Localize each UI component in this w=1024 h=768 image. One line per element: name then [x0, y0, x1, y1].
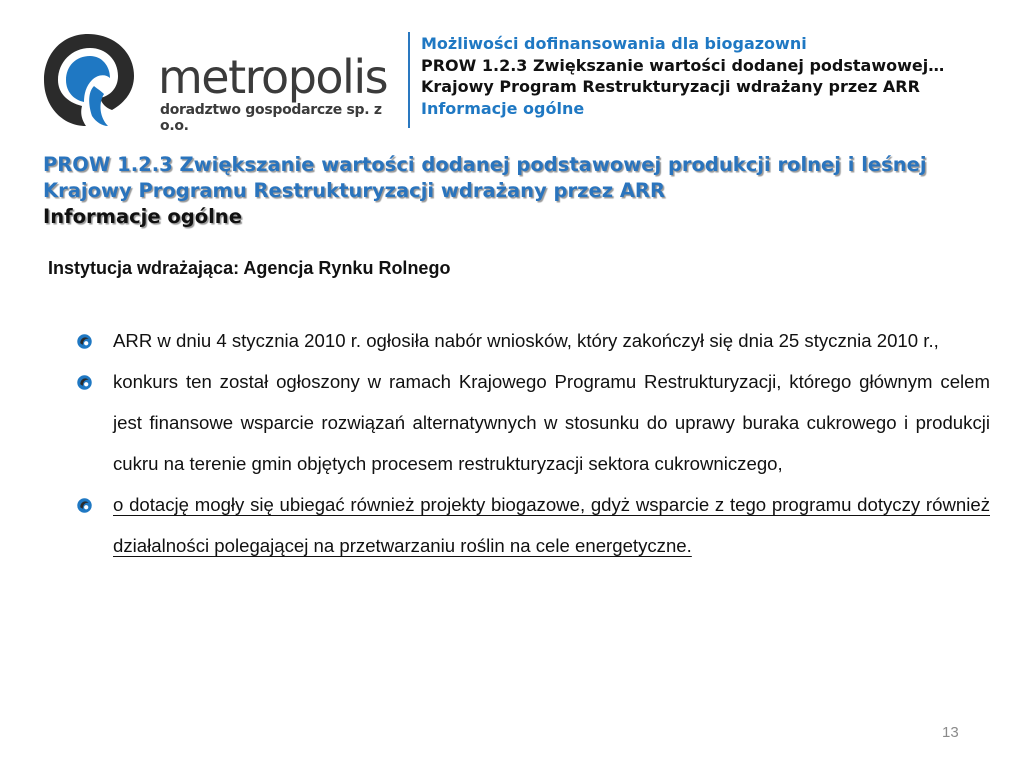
header-line-3: Krajowy Program Restrukturyzacji wdrażany przez ARR	[421, 77, 920, 96]
slide-title	[43, 152, 1003, 230]
logo-name: metropolis	[158, 50, 388, 104]
bullet-text: konkurs ten został ogłoszony w ramach Krajowego Programu Restrukturyzacji, którego głównym celem jest finansowe wsparcie rozwiązań alternatywnych w stosunku do uprawy buraka cukrowego i produkcji cukru na terenie gmin objętych procesem restrukturyzacji sektora cukrowniczego,	[113, 371, 990, 474]
page-number: 13	[942, 724, 959, 741]
list-item	[74, 484, 990, 566]
slide-header	[421, 33, 1021, 119]
header-line-2: PROW 1.2.3 Zwiększanie wartości dodanej podstawowej…	[421, 55, 945, 75]
logo-subtitle: doradztwo gospodarcze sp. z o.o.	[160, 102, 382, 134]
header-line-4: Informacje ogólne	[421, 98, 585, 118]
company-logo	[40, 30, 400, 134]
bullet-icon	[76, 497, 93, 514]
title-line-1: PROW 1.2.3 Zwiększanie wartości dodanej podstawowej produkcji rolnej i leśnej	[43, 153, 927, 176]
header-line-1: Możliwości dofinansowania dla biogazowni	[421, 34, 807, 53]
list-item	[74, 361, 990, 484]
header-divider	[408, 32, 410, 128]
bullet-icon	[76, 333, 93, 350]
title-line-2: Krajowy Programu Restrukturyzacji wdrażany przez ARR	[43, 179, 665, 202]
metropolis-logo-icon	[40, 30, 136, 130]
list-item	[74, 320, 990, 361]
bullet-list	[74, 320, 990, 566]
bullet-icon	[76, 374, 93, 391]
bullet-text: o dotację mogły się ubiegać również projekty biogazowe, gdyż wsparcie z tego programu dotyczy również działalności polegającej na przetwarzaniu roślin na cele energetyczne.	[113, 494, 990, 556]
title-line-3: Informacje ogólne	[43, 205, 242, 228]
bullet-text: ARR w dniu 4 stycznia 2010 r. ogłosiła nabór wniosków, który zakończył się dnia 25 stycznia 2010 r.,	[113, 330, 939, 351]
institution-label: Instytucja wdrażająca: Agencja Rynku Rolnego	[48, 258, 451, 278]
